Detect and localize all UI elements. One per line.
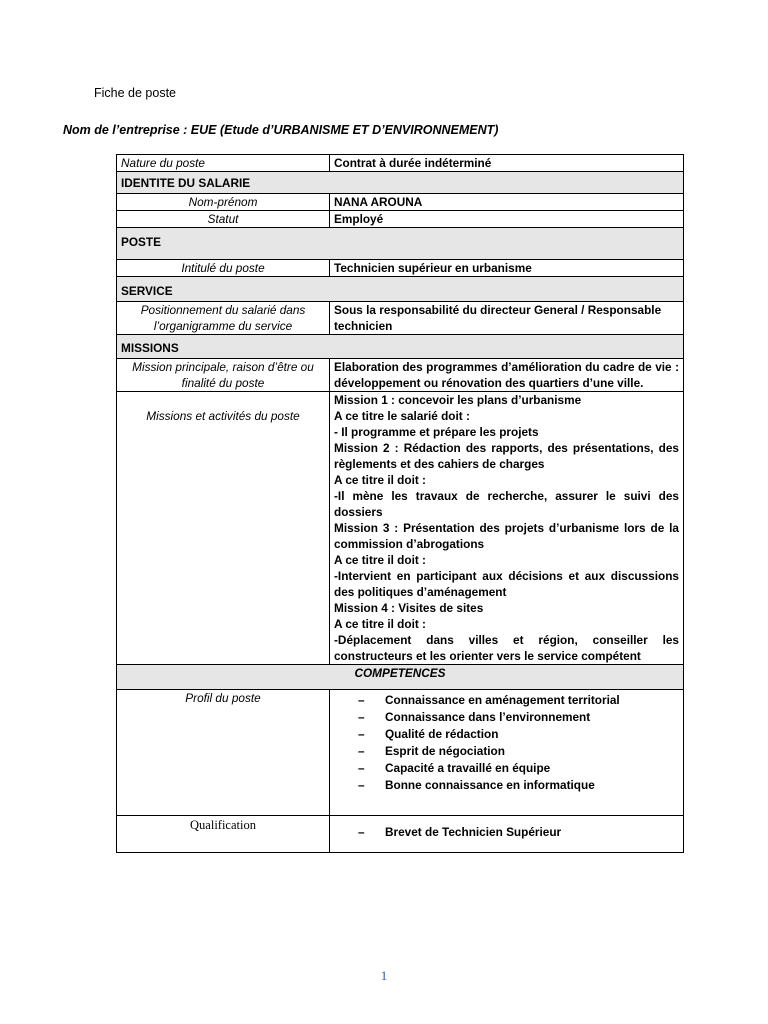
activity-line: Mission 4 : Visites de sites: [334, 601, 484, 615]
nom-value: NANA AROUNA: [330, 194, 684, 211]
table-row: [117, 260, 684, 277]
section-row: [117, 277, 684, 302]
list-item: – Qualité de rédaction: [358, 726, 679, 743]
profil-value: [330, 690, 684, 816]
activity-line: A ce titre il doit :: [334, 473, 426, 487]
section-row: [117, 228, 684, 260]
table-row: [117, 194, 684, 211]
section-identite: IDENTITE DU SALARIE: [117, 172, 684, 194]
activity-line: A ce titre il doit :: [334, 617, 426, 631]
statut-value: Employé: [330, 211, 684, 228]
table-row: [117, 690, 684, 816]
list-item: – Connaissance dans l’environnement: [358, 709, 679, 726]
profil-label: Profil du poste: [117, 690, 330, 816]
page-number: 1: [380, 968, 388, 983]
table-row: [117, 816, 684, 853]
positionnement-value: Sous la responsabilité du directeur General / Responsable technicien: [330, 302, 684, 335]
missions-activites-label: Missions et activités du poste: [117, 392, 330, 665]
list-item: – Brevet de Technicien Supérieur: [358, 824, 679, 841]
qualification-label-cell: [117, 816, 330, 853]
qualification-list: [334, 824, 679, 841]
activity-line: Mission 2 : Rédaction des rapports, des présentations, des règlements et des cahiers de charges: [334, 441, 679, 471]
section-row: [117, 335, 684, 359]
table-row: [117, 392, 684, 665]
activity-line: -Intervient en participant aux décisions et aux discussions des politiques d’aménagement: [334, 569, 679, 599]
table-row: [117, 302, 684, 335]
section-service: SERVICE: [117, 277, 684, 302]
section-row: [117, 172, 684, 194]
qualification-value: [330, 816, 684, 853]
statut-label: Statut: [117, 211, 330, 228]
list-item: – Capacité a travaillé en équipe: [358, 760, 679, 777]
nature-value: Contrat à durée indéterminé: [330, 155, 684, 172]
table-row: [117, 359, 684, 392]
section-row: [117, 665, 684, 690]
activity-line: Mission 1 : concevoir les plans d’urbanisme: [334, 393, 582, 407]
intitule-value: Technicien supérieur en urbanisme: [330, 260, 684, 277]
positionnement-label: Positionnement du salarié dans l’organigramme du service: [117, 302, 330, 335]
list-item: – Connaissance en aménagement territorial: [358, 692, 679, 709]
nom-label: Nom-prénom: [117, 194, 330, 211]
section-missions: MISSIONS: [117, 335, 684, 359]
table-row: [117, 211, 684, 228]
job-description-table: [116, 154, 684, 853]
list-item: – Bonne connaissance en informatique: [358, 777, 679, 794]
activity-line: Mission 3 : Présentation des projets d’urbanisme lors de la commission d’abrogations: [334, 521, 679, 551]
document-title: Fiche de poste: [94, 86, 176, 100]
activity-line: -Déplacement dans villes et région, conseiller les constructeurs et les orienter vers le service compétent: [334, 633, 679, 663]
profil-list: [334, 692, 679, 794]
section-poste: POSTE: [117, 228, 684, 260]
nature-label: Nature du poste: [117, 155, 330, 172]
list-item: – Esprit de négociation: [358, 743, 679, 760]
qualification-label: Qualification: [190, 818, 256, 832]
mission-principale-label: Mission principale, raison d’être ou finalité du poste: [117, 359, 330, 392]
intitule-label: Intitulé du poste: [117, 260, 330, 277]
missions-activites-value: [330, 392, 684, 665]
activity-line: -Il mène les travaux de recherche, assurer le suivi des dossiers: [334, 489, 679, 519]
section-competences: COMPETENCES: [117, 665, 684, 690]
activity-line: A ce titre le salarié doit :: [334, 409, 470, 423]
table-row: [117, 155, 684, 172]
mission-principale-value: Elaboration des programmes d’amélioration du cadre de vie : développement ou rénovation des quartiers d’une ville.: [330, 359, 684, 392]
activity-line: A ce titre il doit :: [334, 553, 426, 567]
activity-line: - Il programme et prépare les projets: [334, 425, 539, 439]
company-name: Nom de l’entreprise : EUE (Etude d’URBANISME ET D’ENVIRONNEMENT): [63, 123, 499, 137]
